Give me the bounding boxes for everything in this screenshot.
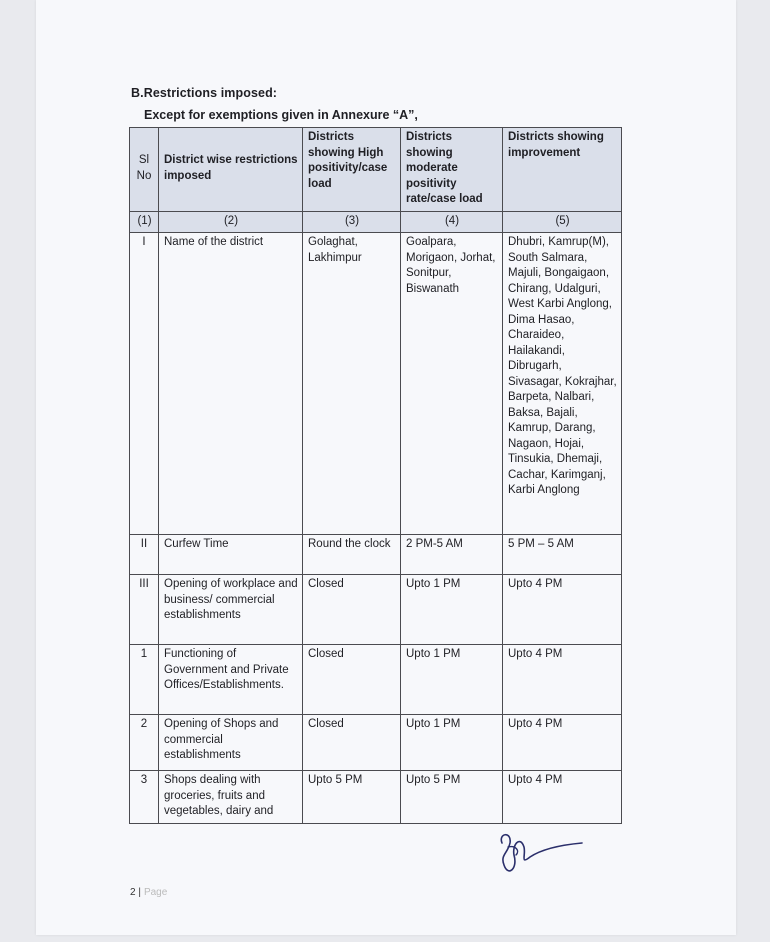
row-moderate: Upto 1 PM xyxy=(401,645,503,715)
row-improvement: 5 PM – 5 AM xyxy=(503,535,622,575)
table-row xyxy=(130,535,622,575)
header-improvement: Districts showing improvement xyxy=(503,128,622,212)
signature xyxy=(490,825,590,885)
header-high-positivity: Districts showing High positivity/case load xyxy=(303,128,401,212)
col-number-1: (1) xyxy=(130,211,159,233)
row-item: Opening of Shops and commercial establishments xyxy=(159,715,303,771)
row-improvement: Upto 4 PM xyxy=(503,645,622,715)
col-number-2: (2) xyxy=(159,211,303,233)
row-high: Closed xyxy=(303,575,401,645)
row-moderate: Upto 5 PM xyxy=(401,771,503,824)
row-moderate: Goalpara, Morigaon, Jorhat, Sonitpur, Biswanath xyxy=(401,233,503,535)
row-item: Curfew Time xyxy=(159,535,303,575)
col-number-3: (3) xyxy=(303,211,401,233)
table-row xyxy=(130,771,622,824)
row-high: Round the clock xyxy=(303,535,401,575)
row-high: Closed xyxy=(303,645,401,715)
row-moderate: 2 PM-5 AM xyxy=(401,535,503,575)
row-moderate: Upto 1 PM xyxy=(401,715,503,771)
row-item: Shops dealing with groceries, fruits and vegetables, dairy and xyxy=(159,771,303,824)
row-item: Opening of workplace and business/ commercial establishments xyxy=(159,575,303,645)
restrictions-table xyxy=(129,127,622,824)
row-item: Name of the district xyxy=(159,233,303,535)
page-label: Page xyxy=(143,887,168,898)
row-item: Functioning of Government and Private Offices/Establishments. xyxy=(159,645,303,715)
header-restrictions: District wise restrictions imposed xyxy=(159,128,303,212)
header-moderate-positivity: Districts showing moderate positivity rate/case load xyxy=(401,128,503,212)
table-row xyxy=(130,233,622,535)
table-row xyxy=(130,575,622,645)
table-row xyxy=(130,715,622,771)
row-moderate: Upto 1 PM xyxy=(401,575,503,645)
row-high: Golaghat, Lakhimpur xyxy=(303,233,401,535)
row-high: Closed xyxy=(303,715,401,771)
row-improvement: Upto 4 PM xyxy=(503,575,622,645)
section-heading: B.Restrictions imposed: xyxy=(131,86,278,100)
row-sl: 2 xyxy=(130,715,159,771)
col-number-4: (4) xyxy=(401,211,503,233)
row-sl: II xyxy=(130,535,159,575)
row-sl: III xyxy=(130,575,159,645)
section-subheading: Except for exemptions given in Annexure “A”, xyxy=(144,108,418,122)
col-number-5: (5) xyxy=(503,211,622,233)
row-sl: 1 xyxy=(130,645,159,715)
row-improvement: Upto 4 PM xyxy=(503,771,622,824)
row-sl: I xyxy=(130,233,159,535)
row-improvement: Upto 4 PM xyxy=(503,715,622,771)
page-footer xyxy=(130,887,167,898)
column-number-row xyxy=(130,211,622,233)
row-sl: 3 xyxy=(130,771,159,824)
row-improvement: Dhubri, Kamrup(M), South Salmara, Majuli, Bongaigaon, Chirang, Udalguri, West Karbi Anglong, Dima Hasao, Charaideo, Hailakandi, Dibrugarh, Sivasagar, Kokrajhar, Barpeta, Nalbari, Baksa, Bajali, Kamrup, Darang, Nagaon, Hojai, Tinsukia, Dhemaji, Cachar, Karimganj, Karbi Anglong xyxy=(503,233,622,535)
table-header-row xyxy=(130,128,622,212)
page-number: 2 | xyxy=(130,887,141,898)
row-high: Upto 5 PM xyxy=(303,771,401,824)
table-row xyxy=(130,645,622,715)
header-sl-no: Sl No xyxy=(130,128,159,212)
